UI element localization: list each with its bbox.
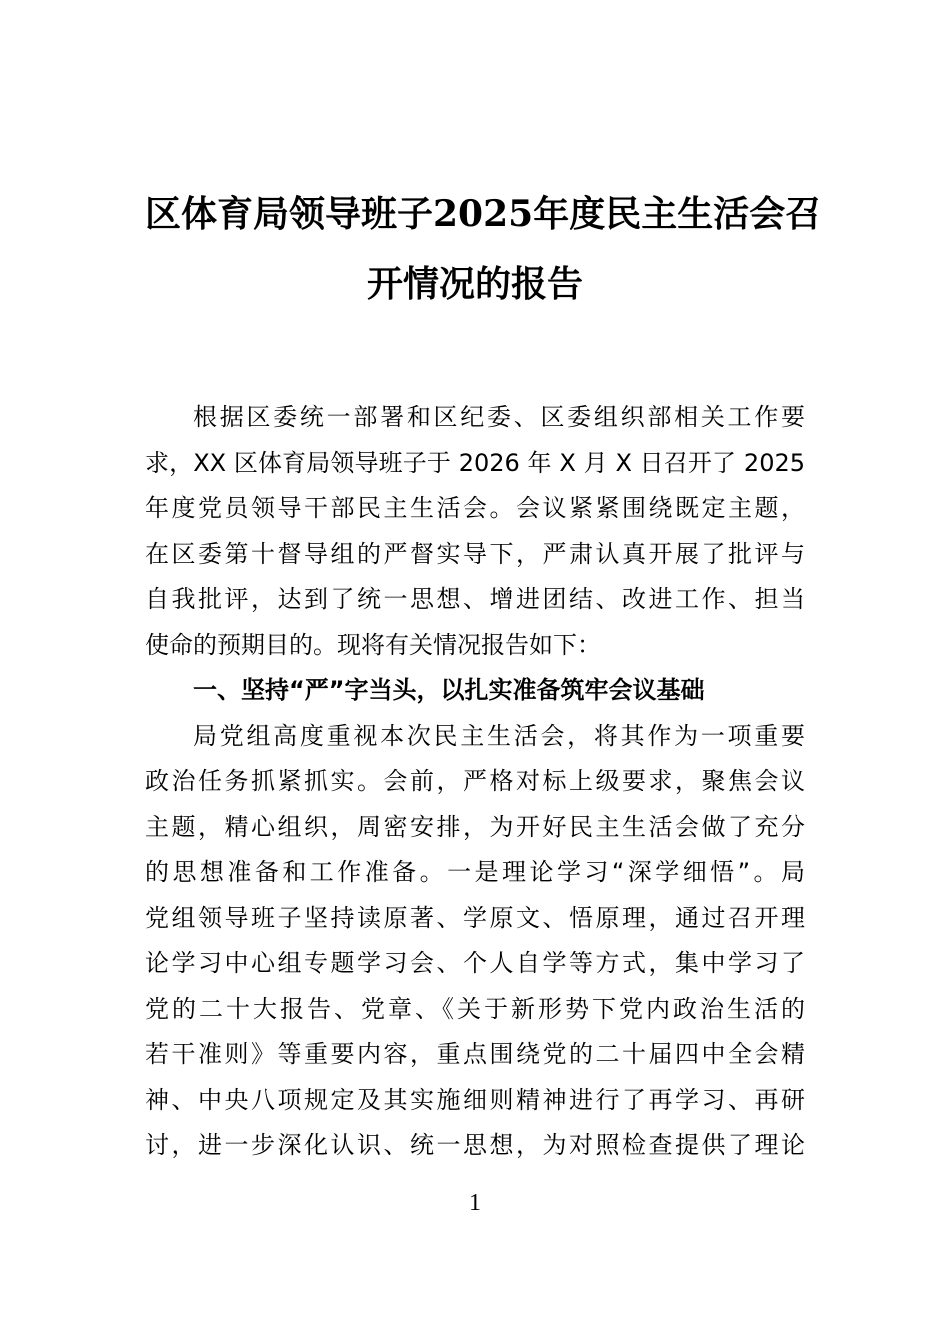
- text-line: 根据区委统一部署和区纪委、区委组织部相关工作要: [193, 403, 805, 431]
- text-line: 神、中央八项规定及其实施细则精神进行了再学习、再研: [145, 1086, 805, 1114]
- text-line: 在区委第十督导组的严督实导下，严肃认真开展了批评与: [145, 540, 805, 568]
- text-line: 局党组高度重视本次民主生活会，将其作为一项重要: [193, 722, 805, 750]
- text-line: 讨，进一步深化认识、统一思想，为对照检查提供了理论: [145, 1131, 805, 1159]
- text-line: 党的二十大报告、党章、《关于新形势下党内政治生活的: [145, 995, 805, 1023]
- text-line: 党组领导班子坚持读原著、学原文、悟原理，通过召开理: [145, 904, 805, 932]
- text-line: 自我批评，达到了统一思想、增进团结、改进工作、担当: [145, 585, 805, 613]
- text-line: 的思想准备和工作准备。一是理论学习“深学细悟”。局: [145, 858, 805, 886]
- text-line: 论学习中心组专题学习会、个人自学等方式，集中学习了: [145, 949, 805, 977]
- section-heading-1: 一、坚持“严”字当头，以扎实准备筑牢会议基础: [193, 676, 705, 704]
- text-line: 使命的预期目的。现将有关情况报告如下：: [145, 631, 601, 659]
- document-title-line-2: 开情况的报告: [366, 263, 583, 305]
- text-line: 主题，精心组织，周密安排，为开好民主生活会做了充分: [145, 813, 805, 841]
- text-line: 政治任务抓紧抓实。会前，严格对标上级要求，聚焦会议: [145, 767, 805, 795]
- page-number: 1: [469, 1190, 481, 1216]
- document-title-line-1: 区体育局领导班子2025年度民主生活会召: [145, 193, 822, 235]
- text-line: 求，XX 区体育局领导班子于 2026 年 X 月 X 日召开了 2025: [145, 449, 805, 477]
- text-line: 若干准则》等重要内容，重点围绕党的二十届四中全会精: [145, 1040, 805, 1068]
- text-line: 年度党员领导干部民主生活会。会议紧紧围绕既定主题，: [145, 494, 805, 522]
